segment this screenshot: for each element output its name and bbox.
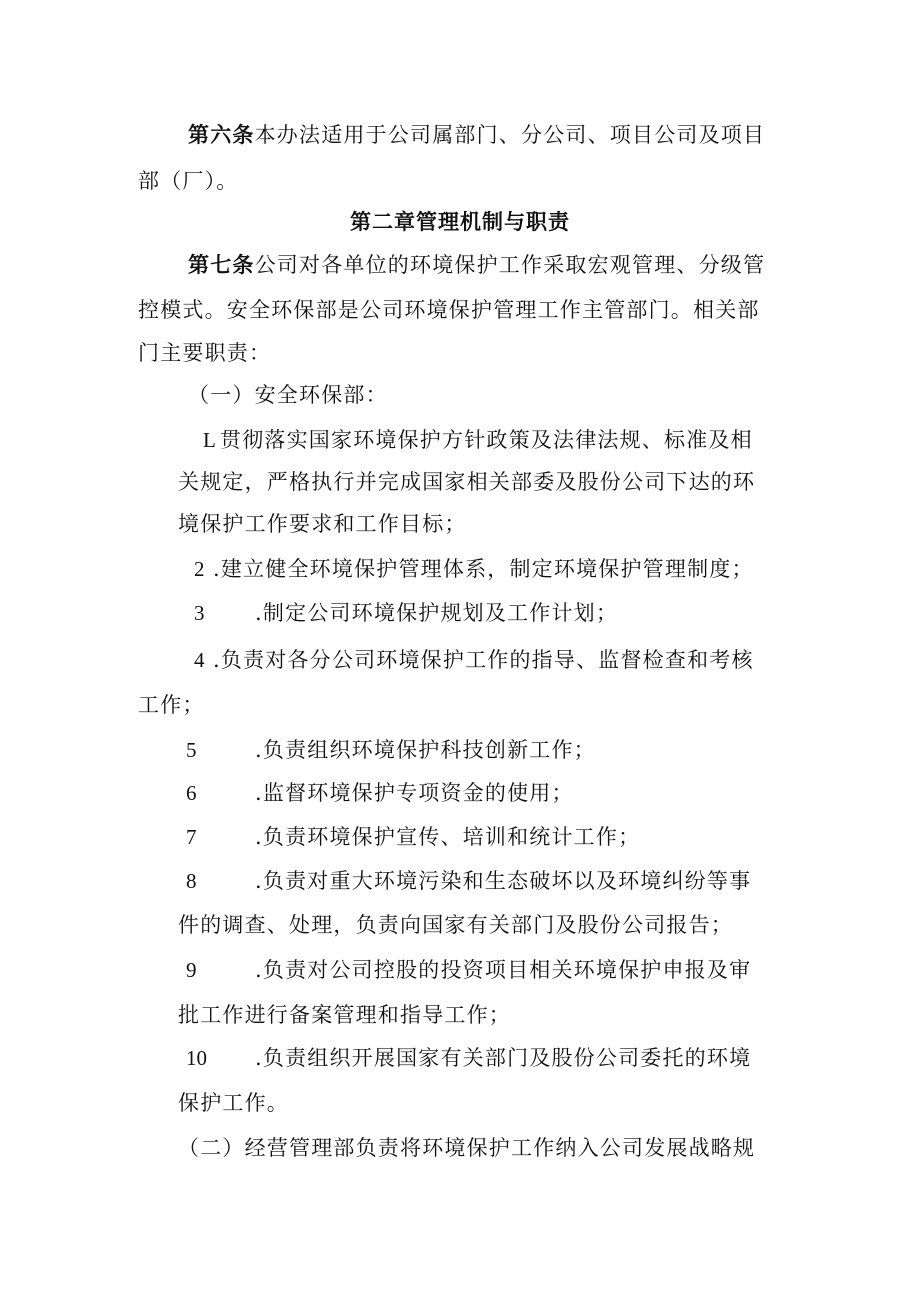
article6-line2: 部（厂）。 (138, 169, 239, 193)
item8-number: 8 (186, 869, 197, 893)
item6-number: 6 (186, 781, 197, 805)
article7-text: 公司对各单位的环境保护工作采取宏观管理、分级管 (254, 253, 766, 277)
item10-line2: 保护工作。 (178, 1091, 289, 1115)
chapter-title: 第二章管理机制与职责 (350, 209, 570, 234)
item6-text: .监督环境保护专项资金的使用； (255, 781, 574, 805)
item8-line2: 件的调查、处理，负责向国家有关部门及股份公司报告； (178, 913, 733, 937)
item9-line1: .负责对公司控股的投资项目相关环境保护申报及审 (255, 958, 752, 982)
item1-line3: 境保护工作要求和工作目标； (178, 512, 467, 536)
item9-line2: 批工作进行备案管理和指导工作； (178, 1003, 511, 1027)
item7-text: .负责环境保护宣传、培训和统计工作； (255, 825, 641, 849)
article7-heading: 第七条 (188, 252, 255, 277)
item3-text: .制定公司环境保护规划及工作计划； (255, 601, 619, 625)
item8-line1: .负责对重大环境污染和生态破坏以及环境纠纷等事 (255, 869, 752, 893)
item4-number: 4 (194, 648, 205, 672)
item7-number: 7 (186, 825, 197, 849)
item10-line1: .负责组织开展国家有关部门及股份公司委托的环境 (255, 1046, 752, 1070)
article6-line1 (188, 120, 765, 150)
item3-number: 3 (194, 601, 205, 625)
item10-number: 10 (186, 1046, 207, 1070)
article7-line2: 控模式。安全环保部是公司环境保护管理工作主管部门。相关部 (138, 298, 760, 322)
section1-label: （一）安全环保部： (188, 383, 388, 407)
item9-number: 9 (186, 958, 197, 982)
item4-line2: 工作； (138, 693, 205, 717)
item5-number: 5 (186, 738, 197, 762)
article6-heading: 第六条 (188, 122, 255, 147)
item1-line2: 关规定，严格执行并完成国家相关部委及股份公司下达的环 (178, 470, 756, 494)
article7-line1 (188, 250, 765, 280)
item2-text: .建立健全环境保护管理体系，制定环境保护管理制度； (213, 557, 754, 581)
article7-line3: 门主要职责： (138, 341, 272, 365)
section2-line1: （二）经营管理部负责将环境保护工作纳入公司发展战略规 (178, 1136, 756, 1160)
item4-line1: .负责对各分公司环境保护工作的指导、监督检查和考核 (213, 648, 754, 672)
item2-number: 2 (194, 557, 205, 581)
item1-line1: 贯彻落实国家环境保护方针政策及法律法规、标准及相 (220, 428, 753, 452)
article6-text: 本办法适用于公司属部门、分公司、项目公司及项目 (254, 123, 766, 147)
item1-number: L (203, 428, 216, 452)
item5-text: .负责组织环境保护科技创新工作； (255, 738, 596, 762)
